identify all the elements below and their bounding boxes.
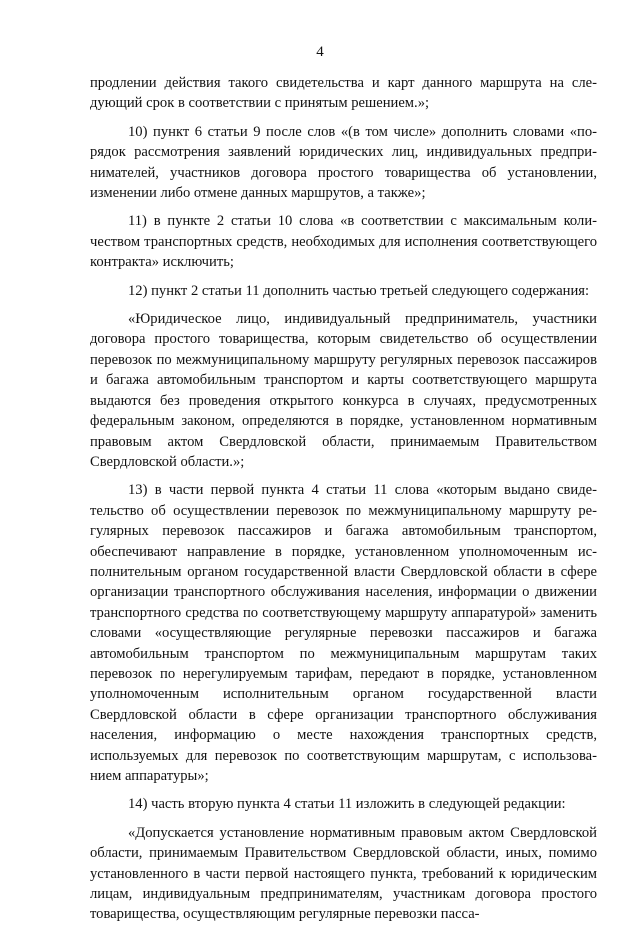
- document-body: [90, 73, 597, 933]
- paragraph-item-11: 11) в пункте 2 статьи 10 слова «в соответствии с максимальным количеством транспортных средств, необходимых для исполнения соответствующего контракта» исключить;: [90, 213, 597, 271]
- paragraph-item-12: 12) пункт 2 статьи 11 дополнить частью третьей следующего содержания:: [128, 282, 590, 299]
- paragraph-quote-12: «Юридическое лицо, индивидуальный предприниматель, участники договора простого товарищества, которым свидетельство об осуществлении перевозок по межмуниципальному маршруту регулярных перевозок пассажиров и багажа автомобильным транспортом и карты соответствующего маршрута выдаются без проведения открытого конкурса в случаях, предусмотренных федеральным законом, определяются в порядке, установленном нормативным правовым актом Свердловской области, принимаемым Правительством Свердловской области.»;: [90, 311, 597, 470]
- paragraph-quote-14: «Допускается установление нормативным правовым актом Свердловской области, принимаемым Правительством Свердловской области, иных, помимо установленного в части первой настоящего пункта, требований к юридическим лицам, индивидуальным предпринимателям, участникам договора простого товарищества, осуществляющим регулярные перевозки пасса-: [90, 824, 597, 923]
- paragraph-continuation: продлении действия такого свидетельства и карт данного маршрута на следующий срок в соответствии с принятым решением.»;: [90, 75, 597, 112]
- paragraph-item-13: 13) в части первой пункта 4 статьи 11 слова «которым выдано свидетельство об осуществлении перевозок по межмуниципальному маршруту регулярных перевозок пассажиров и багажа автомобильным транспортом, обеспечивают направление в порядке, установленном уполномоченным исполнительным органом государственной власти Свердловской области в сфере организации транспортного обслуживания населения, информации о движении транспортного средства по соответствующему маршруту аппаратурой» заменить словами «осуществляющие регулярные перевозки пассажиров и багажа автомобильным транспортом по межмуниципальным маршрутам таких перевозок по нерегулируемым тарифам, передают в порядке, установленном уполномоченным исполнительным органом государственной власти Свердловской области в сфере организации транспортного обслуживания населения, информацию о месте нахождения транспортных средств, используемых для перевозок по соответствующим маршрутам, с использованием аппаратуры»;: [90, 482, 597, 784]
- page-number: 4: [316, 44, 324, 60]
- paragraph-item-10: 10) пункт 6 статьи 9 после слов «(в том числе» дополнить словами «порядок рассмотрения заявлений юридических лиц, индивидуальных предпринимателей, участников договора простого товарищества об установлении, изменении либо отмене данных маршрутов, а также»;: [90, 123, 597, 202]
- paragraph-item-14: 14) часть вторую пункта 4 статьи 11 изложить в следующей редакции:: [128, 796, 566, 813]
